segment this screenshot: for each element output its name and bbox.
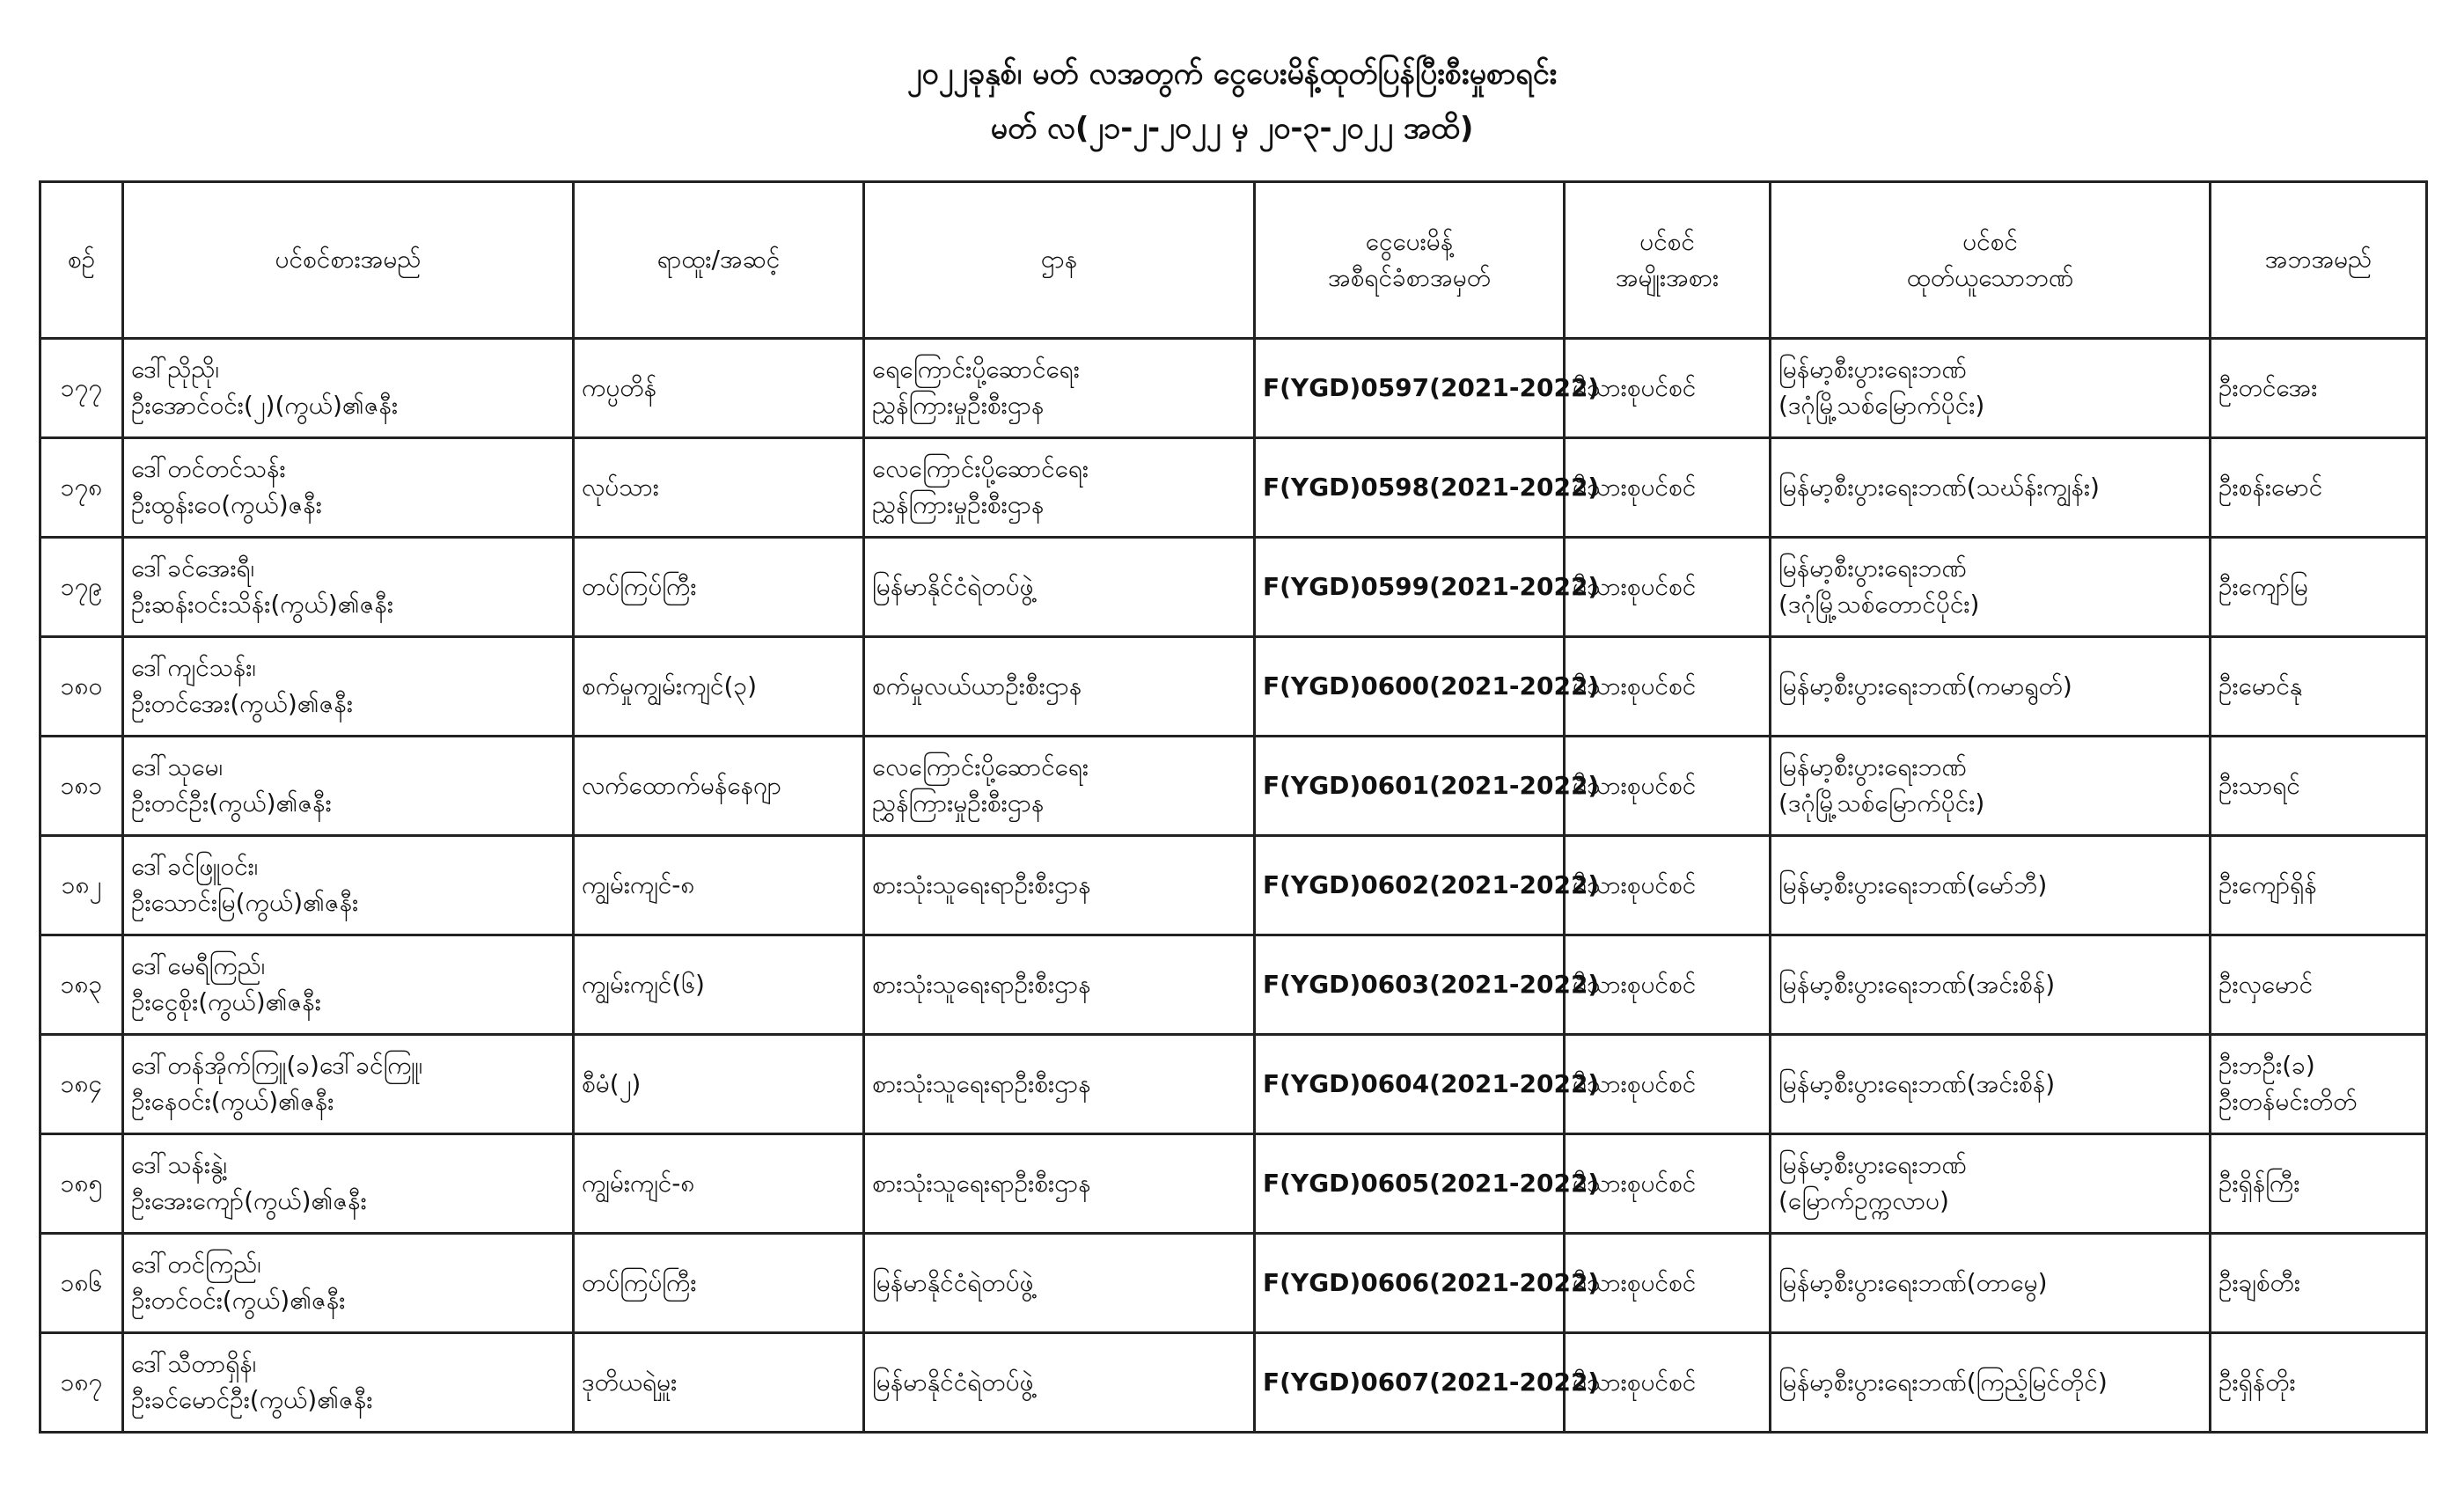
header-text: ပင်စင်စားအမည် [275,245,422,275]
cell-text: ဦးတင်ဝင်း(ကွယ်)၏ဇနီး [131,1286,346,1315]
header-text: အဘအမည် [2264,245,2372,275]
cell-text: ၁၈၀ [60,671,103,700]
cell-text: ဒေါ်ညိုညို၊ [131,355,219,385]
cell-father-name [2211,438,2427,538]
cell-father-name [2211,1134,2427,1234]
table-row [40,538,2427,637]
cell-rank [574,1134,864,1234]
cell-text: စက်မှုလယ်ယာဦးစီးဌာန [872,671,1082,700]
cell-pension-type [1565,637,1771,737]
cell-pension-type [1565,737,1771,836]
cell-pensioner-name [123,1333,574,1433]
header-text: အမျိုးအစား [1615,262,1720,292]
cell-payment-order-ref [1255,637,1600,737]
cell-text: မြန်မာ့စီးပွားရေးဘဏ် [1778,554,1967,583]
cell-payment-order-ref [1255,339,1600,438]
cell-text: F(YGD)0607(2021-2022) [1263,1367,1600,1397]
cell-text: စီမံ(၂) [582,1068,642,1098]
cell-bank [1771,737,2211,836]
cell-bank [1771,935,2211,1035]
cell-text: ဦးသောင်းမြ(ကွယ်)၏ဇနီး [131,888,359,917]
cell-text: မိသားစုပင်စင် [1573,869,1697,899]
pension-table [39,180,2428,1434]
cell-text: ဒုတိယရဲမှူး [582,1367,678,1397]
cell-pensioner-name [123,1234,574,1333]
cell-text: ၁၈၄ [60,1068,103,1098]
cell-serial-no [40,935,123,1035]
cell-text: မြန်မာ့စီးပွားရေးဘဏ်(တာမွေ) [1778,1267,2048,1297]
cell-text: ၁၇၉ [60,571,103,601]
cell-text: ၁၇၇ [60,372,103,402]
cell-text: ဦးစန်းမောင် [2218,472,2323,502]
cell-text: F(YGD)0605(2021-2022) [1263,1168,1600,1198]
table-row [40,637,2427,737]
cell-text: ၁၈၁ [60,770,103,800]
cell-bank [1771,438,2211,538]
cell-bank [1771,836,2211,935]
cell-text: ဦးခင်မောင်ဦး(ကွယ်)၏ဇနီး [131,1385,373,1414]
cell-text: ဦးထွန်းဝေ(ကွယ်)ဇနီး [131,490,322,519]
cell-department [864,1234,1255,1333]
cell-text: F(YGD)0604(2021-2022) [1263,1068,1600,1098]
cell-text: မြန်မာနိုင်ငံရဲတပ်ဖွဲ့ [872,1367,1034,1397]
cell-text: လေကြောင်းပို့ဆောင်ရေး [872,752,1089,782]
cell-text: ဦးဘဦး(ခ) [2218,1051,2315,1081]
cell-text: မိသားစုပင်စင် [1573,969,1697,999]
cell-pensioner-name [123,438,574,538]
cell-text: ၁၇၈ [60,472,103,502]
cell-text: ဦးနေဝင်း(ကွယ်)၏ဇနီး [131,1087,334,1116]
cell-pension-type [1565,1134,1771,1234]
cell-text: မိသားစုပင်စင် [1573,1367,1697,1397]
cell-text: (ဒဂုံမြို့သစ်မြောက်ပိုင်း) [1778,788,1985,818]
cell-father-name [2211,1035,2427,1134]
cell-serial-no [40,836,123,935]
cell-text: ၁၈၅ [60,1168,103,1198]
cell-rank [574,637,864,737]
cell-text: လုပ်သား [582,472,659,502]
cell-department [864,339,1255,438]
header-row [40,182,2427,339]
cell-text: ဦးအေးကျော်(ကွယ်)၏ဇနီး [131,1186,367,1215]
cell-text: စားသုံးသူရေးရာဦးစီးဌာန [872,1068,1091,1098]
cell-text: မြန်မာ့စီးပွားရေးဘဏ်(ကြည့်မြင်တိုင်) [1778,1367,2108,1397]
cell-serial-no [40,1035,123,1134]
cell-bank [1771,637,2211,737]
header-text: ထုတ်ယူသောဘဏ် [1906,262,2074,292]
cell-payment-order-ref [1255,1035,1600,1134]
cell-text: F(YGD)0599(2021-2022) [1263,571,1600,601]
cell-text: ဒေါ်ခင်ဖြူဝင်း၊ [131,852,259,882]
cell-pension-type [1565,1234,1771,1333]
cell-text: F(YGD)0601(2021-2022) [1263,770,1600,800]
cell-bank [1771,339,2211,438]
cell-pensioner-name [123,1134,574,1234]
cell-pension-type [1565,339,1771,438]
cell-father-name [2211,836,2427,935]
cell-text: ဦးငွေစိုး(ကွယ်)၏ဇနီး [131,987,321,1016]
cell-text: ဒေါ်မေရီကြည်၊ [131,951,266,981]
cell-text: မြန်မာနိုင်ငံရဲတပ်ဖွဲ့ [872,571,1034,601]
table-row [40,339,2427,438]
cell-text: တပ်ကြပ်ကြီး [582,571,697,601]
cell-serial-no [40,637,123,737]
header-text: အစီရင်ခံစာအမှတ် [1327,262,1492,292]
cell-text: ဦးအောင်ဝင်း(၂)(ကွယ်)၏ဇနီး [131,391,399,420]
table-row [40,1333,2427,1433]
cell-serial-no [40,1134,123,1234]
cell-payment-order-ref [1255,935,1600,1035]
cell-text: F(YGD)0606(2021-2022) [1263,1267,1600,1297]
cell-text: ဦးတင်အေး(ကွယ်)၏ဇနီး [131,689,353,718]
cell-father-name [2211,737,2427,836]
cell-text: ဦးတင်ဦး(ကွယ်)၏ဇနီး [131,788,332,818]
col-header-department [864,182,1255,339]
cell-serial-no [40,737,123,836]
header-text: ငွေပေးမိန့် [1365,226,1454,256]
cell-serial-no [40,438,123,538]
cell-department [864,538,1255,637]
cell-text: မိသားစုပင်စင် [1573,372,1697,402]
cell-father-name [2211,339,2427,438]
cell-text: စားသုံးသူရေးရာဦးစီးဌာန [872,869,1091,899]
cell-text: မိသားစုပင်စင် [1573,1068,1697,1098]
col-header-father-name [2211,182,2427,339]
cell-text: ဒေါ်တန်အိုက်ကြူ(ခ)ဒေါ်ခင်ကြူ၊ [131,1051,423,1081]
table-row [40,737,2427,836]
cell-rank [574,836,864,935]
cell-father-name [2211,935,2427,1035]
cell-rank [574,339,864,438]
cell-text: (ဒဂုံမြို့သစ်တောင်ပိုင်း) [1778,590,1980,619]
cell-payment-order-ref [1255,538,1600,637]
report-date-range: မတ် လ(၂၁-၂-၂၀၂၂ မှ ၂၀-၃-၂၀၂၂ အထိ) [990,111,1474,146]
cell-text: F(YGD)0600(2021-2022) [1263,671,1600,700]
cell-department [864,935,1255,1035]
cell-payment-order-ref [1255,1134,1600,1234]
header-text: ပင်စင် [1962,226,2018,256]
cell-father-name [2211,1234,2427,1333]
header-text: ရာထူး/အဆင့် [656,245,781,275]
cell-text: F(YGD)0602(2021-2022) [1263,869,1600,899]
cell-pensioner-name [123,538,574,637]
cell-father-name [2211,538,2427,637]
cell-text: တပ်ကြပ်ကြီး [582,1267,697,1297]
cell-pensioner-name [123,935,574,1035]
cell-rank [574,438,864,538]
cell-text: ဦးဆန်းဝင်းသိန်း(ကွယ်)၏ဇနီး [131,590,393,619]
cell-text: ဒေါ်သီတာရှိန်၊ [131,1349,257,1379]
cell-department [864,637,1255,737]
cell-text: ဒေါ်သုမေ၊ [131,752,224,782]
cell-rank [574,1035,864,1134]
col-header-pension-type [1565,182,1771,339]
cell-text: ဦးလှမောင် [2218,969,2314,999]
cell-pension-type [1565,538,1771,637]
cell-text: ကျွမ်းကျင်(၆) [582,969,705,999]
cell-bank [1771,1134,2211,1234]
cell-text: မိသားစုပင်စင် [1573,770,1697,800]
cell-text: ကပ္ပတိန် [582,372,657,402]
cell-text: ရေကြောင်းပို့ဆောင်ရေး [872,355,1080,385]
cell-text: မြန်မာ့စီးပွားရေးဘဏ်(အင်းစိန်) [1778,969,2056,999]
cell-department [864,1333,1255,1433]
table-row [40,438,2427,538]
cell-text: မိသားစုပင်စင် [1573,1267,1697,1297]
cell-text: မိသားစုပင်စင် [1573,472,1697,502]
cell-rank [574,538,864,637]
cell-pensioner-name [123,836,574,935]
cell-text: (ဒဂုံမြို့သစ်မြောက်ပိုင်း) [1778,391,1985,420]
cell-text: ဦးချစ်တီး [2218,1267,2300,1297]
cell-text: ဦးတင်အေး [2218,372,2318,402]
cell-text: ၁၈၂ [61,869,102,899]
cell-pensioner-name [123,637,574,737]
cell-text: မြန်မာနိုင်ငံရဲတပ်ဖွဲ့ [872,1267,1034,1297]
col-header-bank [1771,182,2211,339]
cell-payment-order-ref [1255,836,1600,935]
cell-text: ၁၈၃ [60,969,103,999]
cell-text: မြန်မာ့စီးပွားရေးဘဏ် [1778,752,1967,782]
cell-text: လက်ထောက်မန်နေဂျာ [582,770,781,800]
cell-text: ကျွမ်းကျင်-၈ [582,1168,695,1198]
col-header-payment-order-ref [1255,182,1565,339]
cell-text: မိသားစုပင်စင် [1573,1168,1697,1198]
cell-serial-no [40,1234,123,1333]
cell-text: ညွှန်ကြားမှုဦးစီးဌာန [872,490,1045,519]
header-text: ဌာန [1040,245,1078,275]
cell-department [864,438,1255,538]
cell-payment-order-ref [1255,438,1600,538]
cell-bank [1771,538,2211,637]
table-row [40,935,2427,1035]
cell-father-name [2211,637,2427,737]
cell-pension-type [1565,1333,1771,1433]
cell-text: မိသားစုပင်စင် [1573,671,1697,700]
cell-text: F(YGD)0597(2021-2022) [1263,372,1600,402]
cell-bank [1771,1234,2211,1333]
cell-father-name [2211,1333,2427,1433]
table-row [40,1134,2427,1234]
cell-pension-type [1565,935,1771,1035]
cell-text: စားသုံးသူရေးရာဦးစီးဌာန [872,1168,1091,1198]
cell-pensioner-name [123,1035,574,1134]
col-header-rank [574,182,864,339]
cell-bank [1771,1333,2211,1433]
cell-text: ဦးကျော်ရှိန် [2218,869,2317,899]
table-row [40,836,2427,935]
cell-text: ဒေါ်ကျင်သန်း၊ [131,653,256,683]
table-row [40,1035,2427,1134]
header-text: ပင်စင် [1639,226,1695,256]
cell-text: မြန်မာ့စီးပွားရေးဘဏ် [1778,1150,1967,1180]
cell-text: မြန်မာ့စီးပွားရေးဘဏ် [1778,355,1967,385]
cell-text: F(YGD)0603(2021-2022) [1263,969,1600,999]
cell-text: လေကြောင်းပို့ဆောင်ရေး [872,454,1089,484]
cell-text: F(YGD)0598(2021-2022) [1263,472,1600,502]
cell-serial-no [40,1333,123,1433]
cell-text: မြန်မာ့စီးပွားရေးဘဏ်(ကမာရွတ်) [1778,671,2072,700]
cell-payment-order-ref [1255,1234,1600,1333]
cell-text: ၁၈၆ [60,1267,103,1297]
cell-department [864,1035,1255,1134]
col-header-pensioner-name [123,182,574,339]
cell-pension-type [1565,438,1771,538]
cell-department [864,1134,1255,1234]
cell-text: မြန်မာ့စီးပွားရေးဘဏ်(မော်ဘီ) [1778,869,2048,899]
cell-payment-order-ref [1255,737,1600,836]
cell-pension-type [1565,836,1771,935]
cell-text: (မြောက်ဥက္ကလာပ) [1778,1186,1949,1215]
cell-rank [574,935,864,1035]
cell-pension-type [1565,1035,1771,1134]
cell-text: ဦးကျော်မြ [2218,571,2308,601]
header-text: စဉ် [67,245,96,275]
cell-serial-no [40,339,123,438]
cell-text: ဒေါ်ခင်အေးရီ၊ [131,554,255,583]
cell-rank [574,1333,864,1433]
cell-rank [574,737,864,836]
cell-text: ဦးတန်မင်းတိတ် [2218,1087,2358,1116]
cell-text: ညွှန်ကြားမှုဦးစီးဌာန [872,391,1045,420]
cell-payment-order-ref [1255,1333,1600,1433]
cell-department [864,836,1255,935]
cell-pensioner-name [123,737,574,836]
cell-text: ၁၈၇ [60,1367,103,1397]
table-row [40,1234,2427,1333]
cell-bank [1771,1035,2211,1134]
cell-rank [574,1234,864,1333]
cell-text: ညွှန်ကြားမှုဦးစီးဌာန [872,788,1045,818]
cell-text: ဦးသာရင် [2218,770,2300,800]
cell-text: ဦးရှိန်တိုး [2218,1367,2296,1397]
cell-serial-no [40,538,123,637]
cell-text: မြန်မာ့စီးပွားရေးဘဏ်(သဃ်န်းကျွန်း) [1778,472,2100,502]
cell-pensioner-name [123,339,574,438]
cell-text: ဒေါ်သန်းနွဲ့၊ [131,1150,227,1180]
report-title: ၂၀၂၂ခုနှစ်၊ မတ် လအတွက် ငွေပေးမိန့်ထုတ်ပြန်ပြီးစီးမှုစာရင်း [906,56,1558,92]
cell-text: မြန်မာ့စီးပွားရေးဘဏ်(အင်းစိန်) [1778,1068,2056,1098]
cell-department [864,737,1255,836]
cell-text: ကျွမ်းကျင်-၈ [582,869,695,899]
cell-text: ဒေါ်တင်တင်သန်း [131,454,286,484]
col-header-no [40,182,123,339]
cell-text: မိသားစုပင်စင် [1573,571,1697,601]
cell-text: စားသုံးသူရေးရာဦးစီးဌာန [872,969,1091,999]
cell-text: ဦးမောင်နု [2218,671,2303,700]
cell-text: ဒေါ်တင်ကြည်၊ [131,1250,261,1280]
cell-text: ဦးရှိန်ကြီး [2218,1168,2300,1198]
cell-text: စက်မှုကျွမ်းကျင်(၃) [582,671,758,700]
